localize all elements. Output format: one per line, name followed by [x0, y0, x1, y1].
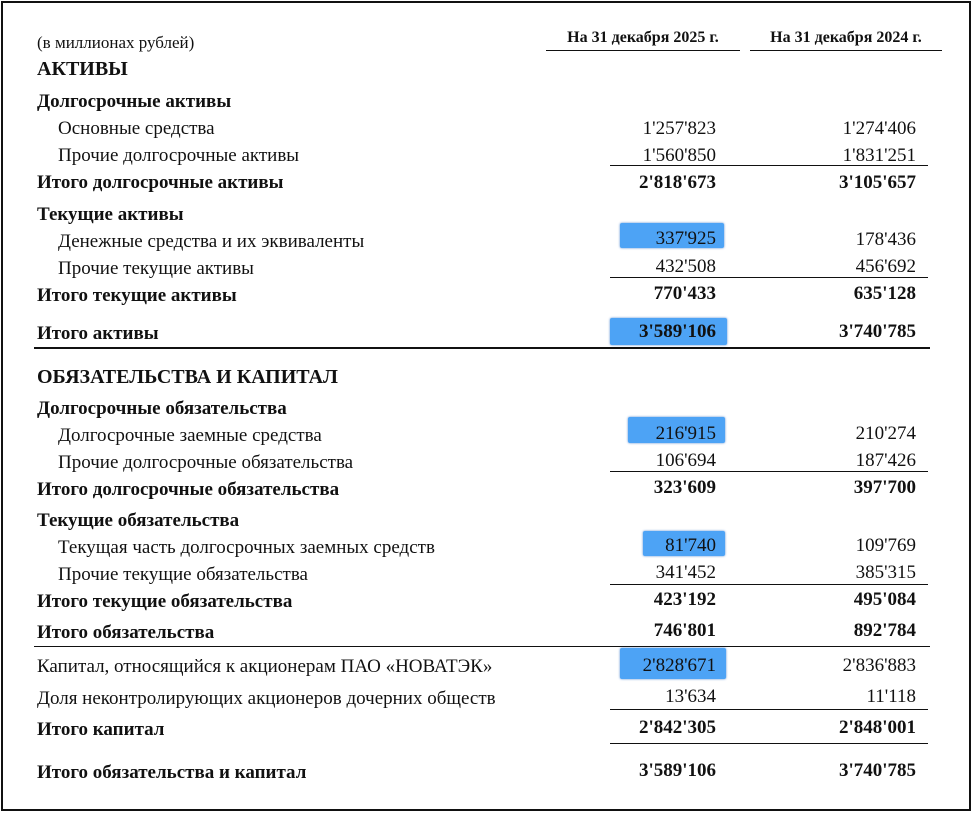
rule-equity-total [610, 743, 928, 744]
cash-2025: 337'925 [655, 228, 716, 249]
grand-total-2025: 3'589'106 [638, 760, 716, 781]
total-assets-2024: 3'740'785 [838, 321, 916, 342]
other-current-assets-label: Прочие текущие активы [58, 258, 254, 279]
total-lt-liabilities-2024: 397'700 [853, 477, 916, 498]
equity-parent-label: Капитал, относящийся к акционерам ПАО «НОВАТЭК» [37, 656, 493, 677]
lt-borrowings-label: Долгосрочные заемные средства [58, 425, 322, 446]
total-assets-label: Итого активы [37, 323, 159, 344]
current-borrowings-label: Текущая часть долгосрочных заемных средств [58, 537, 435, 558]
lt-borrowings-2025: 216'915 [655, 423, 716, 444]
other-current-liabilities-label: Прочие текущие обязательства [58, 564, 308, 585]
grand-total-label: Итого обязательства и капитал [37, 762, 307, 783]
rule-assets-total [34, 347, 930, 349]
current-borrowings-2024: 109'769 [855, 535, 916, 556]
total-equity-label: Итого капитал [37, 719, 165, 740]
other-lt-assets-2025: 1'560'850 [642, 145, 716, 166]
total-lt-liabilities-2025: 323'609 [653, 477, 716, 498]
assets-heading: АКТИВЫ [37, 58, 128, 80]
current-liabilities-heading: Текущие обязательства [37, 510, 240, 531]
other-current-liabilities-2024: 385'315 [855, 562, 916, 583]
other-current-assets-2025: 432'508 [655, 256, 716, 277]
equity-parent-2025: 2'828'671 [642, 655, 716, 676]
column-header-2025: На 31 декабря 2025 г. [567, 29, 719, 46]
total-current-liabilities-2024: 495'084 [853, 589, 916, 610]
total-lt-assets-2025: 2'818'673 [638, 172, 716, 193]
liabilities-heading: ОБЯЗАТЕЛЬСТВА И КАПИТАЛ [37, 366, 338, 388]
lt-assets-heading: Долгосрочные активы [37, 91, 232, 112]
other-lt-assets-label: Прочие долгосрочные активы [58, 145, 300, 166]
other-lt-liabilities-2025: 106'694 [655, 450, 716, 471]
lt-liabilities-heading: Долгосрочные обязательства [37, 398, 287, 419]
current-assets-heading: Текущие активы [37, 204, 184, 225]
nci-2024: 11'118 [866, 686, 916, 707]
unit-note: (в миллионах рублей) [37, 33, 195, 52]
nci-label: Доля неконтролирующих акционеров дочерних обществ [37, 688, 496, 709]
rule-liabilities-total [34, 646, 930, 647]
current-borrowings-2025: 81'740 [665, 535, 716, 556]
other-lt-liabilities-label: Прочие долгосрочные обязательства [58, 452, 354, 473]
other-lt-assets-2024: 1'831'251 [842, 145, 916, 166]
total-current-assets-label: Итого текущие активы [37, 285, 237, 306]
other-current-assets-2024: 456'692 [855, 256, 916, 277]
grand-total-2024: 3'740'785 [838, 760, 916, 781]
total-liabilities-2024: 892'784 [853, 620, 916, 641]
lt-borrowings-2024: 210'274 [855, 423, 916, 444]
header-underline-2024 [750, 50, 942, 51]
header-underline-2025 [546, 50, 740, 51]
total-current-liabilities-2025: 423'192 [653, 589, 716, 610]
cash-label: Денежные средства и их эквиваленты [58, 231, 365, 252]
rule-current-liabilities [610, 584, 928, 585]
rule-lt-liabilities [610, 471, 928, 472]
other-current-liabilities-2025: 341'452 [655, 562, 716, 583]
total-equity-2024: 2'848'001 [838, 717, 916, 738]
total-liabilities-2025: 746'801 [653, 620, 716, 641]
column-header-2024: На 31 декабря 2024 г. [770, 29, 922, 46]
total-assets-2025: 3'589'106 [638, 321, 716, 342]
total-current-liabilities-label: Итого текущие обязательства [37, 591, 293, 612]
total-current-assets-2025: 770'433 [653, 283, 716, 304]
rule-current-assets [610, 277, 928, 278]
total-equity-2025: 2'842'305 [638, 717, 716, 738]
fixed-assets-2025: 1'257'823 [642, 118, 716, 139]
total-lt-assets-2024: 3'105'657 [838, 172, 916, 193]
nci-2025: 13'634 [665, 686, 716, 707]
fixed-assets-2024: 1'274'406 [842, 118, 916, 139]
equity-parent-2024: 2'836'883 [842, 655, 916, 676]
rule-lt-assets [610, 165, 928, 166]
total-current-assets-2024: 635'128 [853, 283, 916, 304]
other-lt-liabilities-2024: 187'426 [855, 450, 916, 471]
total-lt-assets-label: Итого долгосрочные активы [37, 172, 284, 193]
rule-equity [610, 709, 928, 710]
cash-2024: 178'436 [855, 229, 916, 250]
total-lt-liabilities-label: Итого долгосрочные обязательства [37, 479, 340, 500]
total-liabilities-label: Итого обязательства [37, 622, 215, 643]
fixed-assets-label: Основные средства [58, 118, 215, 139]
